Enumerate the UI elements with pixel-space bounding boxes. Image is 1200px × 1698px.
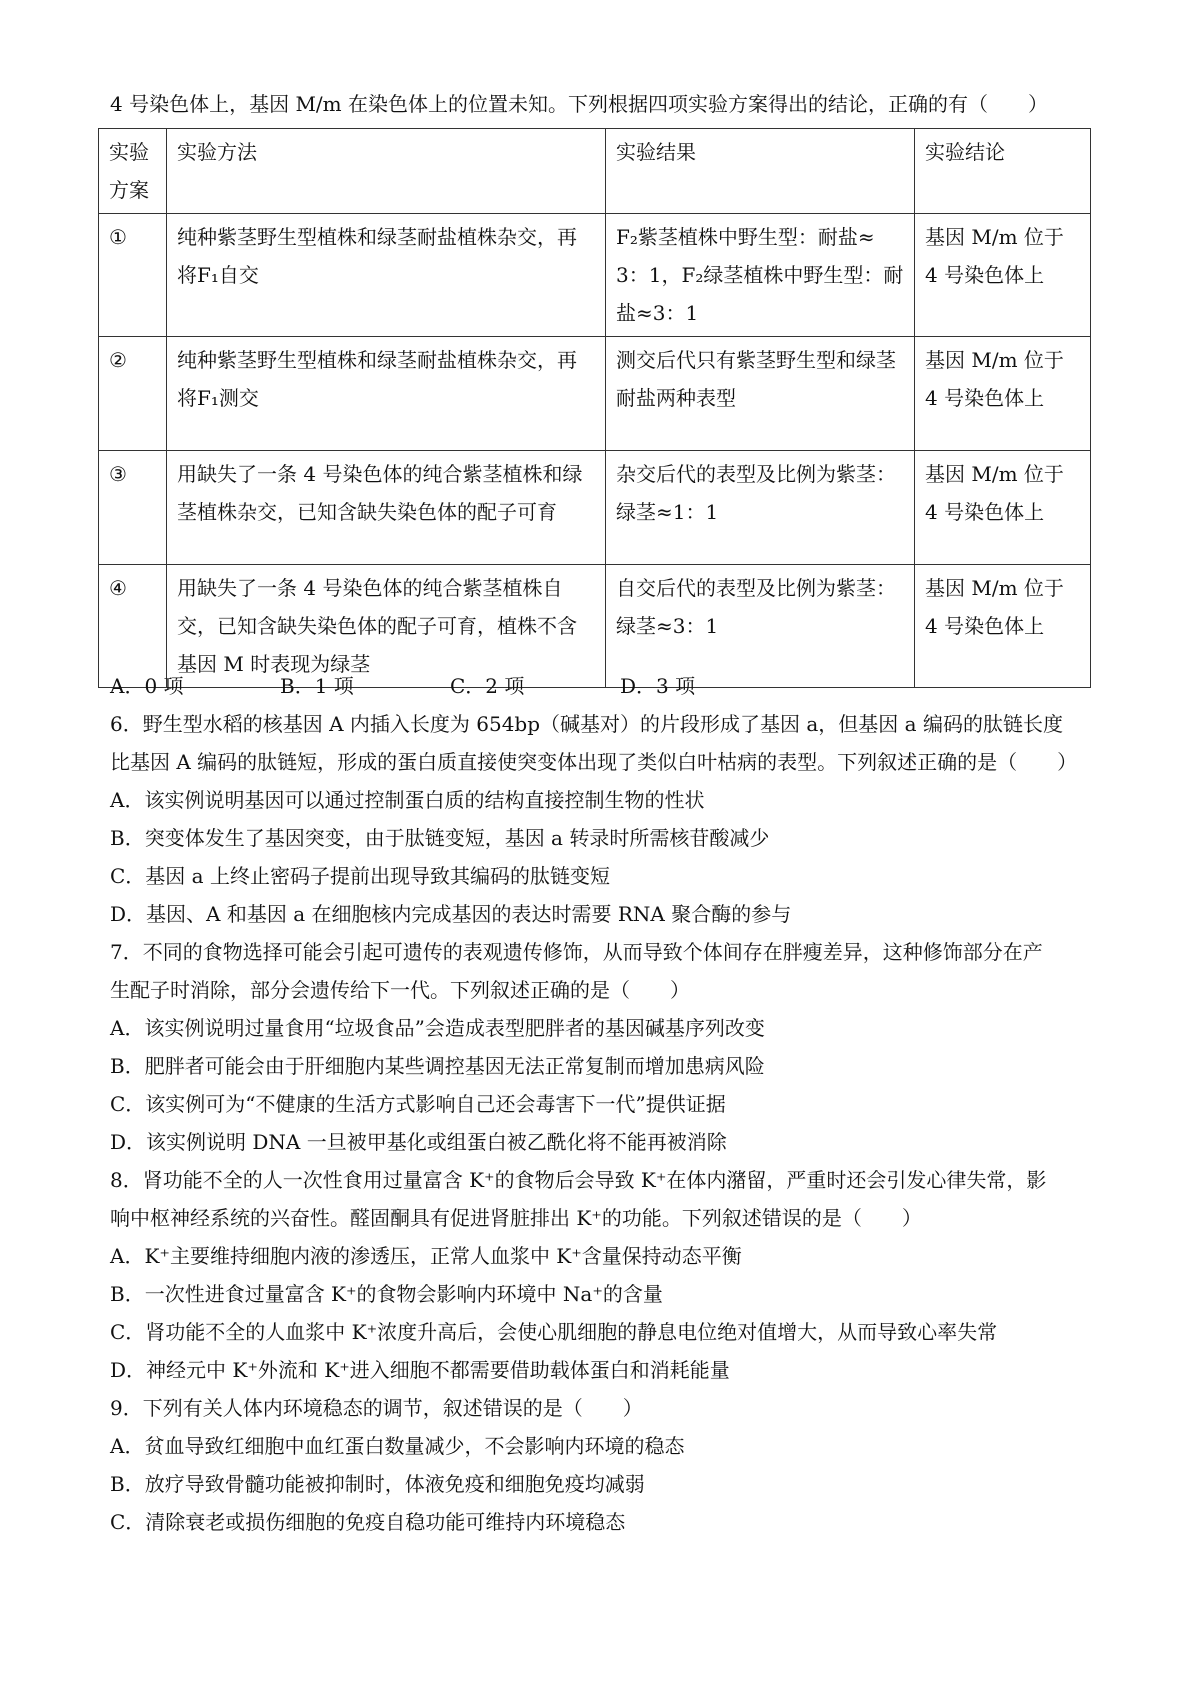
row-result: 自交后代的表型及比例为紫茎：绿茎≈3：1	[606, 565, 915, 688]
question-8-option-a[interactable]: A．K⁺主要维持细胞内液的渗透压，正常人血浆中 K⁺含量保持动态平衡	[110, 1244, 742, 1268]
question-9-stem: 9．下列有关人体内环境稳态的调节，叙述错误的是（ ）	[110, 1396, 643, 1420]
table-row	[99, 337, 1091, 451]
question-7-option-a[interactable]: A．该实例说明过量食用“垃圾食品”会造成表型肥胖者的基因碱基序列改变	[110, 1016, 765, 1040]
question-6-option-c[interactable]: C．基因 a 上终止密码子提前出现导致其编码的肽链变短	[110, 864, 610, 888]
experiment-table	[98, 128, 1091, 688]
question-6-option-a[interactable]: A．该实例说明基因可以通过控制蛋白质的结构直接控制生物的性状	[110, 788, 705, 812]
table-header-row	[99, 129, 1091, 214]
table-row	[99, 565, 1091, 688]
row-result: 杂交后代的表型及比例为紫茎：绿茎≈1：1	[606, 451, 915, 565]
row-id: ②	[99, 337, 167, 451]
row-conclusion: 基因 M/m 位于 4 号染色体上	[915, 565, 1091, 688]
question-5-intro: 4 号染色体上，基因 M/m 在染色体上的位置未知。下列根据四项实验方案得出的结论，正确的有（ ）	[110, 92, 1048, 116]
question-7-stem-line-2: 生配子时消除，部分会遗传给下一代。下列叙述正确的是（ ）	[110, 978, 690, 1002]
table-header-method: 实验方法	[167, 129, 606, 214]
question-6-stem-line-2: 比基因 A 编码的肽链短，形成的蛋白质直接使突变体出现了类似白叶枯病的表型。下列叙述正确的是（ ）	[110, 750, 1078, 774]
table-row	[99, 451, 1091, 565]
question-8-stem-line-2: 响中枢神经系统的兴奋性。醛固酮具有促进肾脏排出 K⁺的功能。下列叙述错误的是（ ）	[110, 1206, 922, 1230]
row-method: 用缺失了一条 4 号染色体的纯合紫茎植株和绿茎植株杂交，已知含缺失染色体的配子可育	[167, 451, 606, 565]
row-id: ③	[99, 451, 167, 565]
table-header-conclusion: 实验结论	[915, 129, 1091, 214]
row-method: 纯种紫茎野生型植株和绿茎耐盐植株杂交，再将F₁测交	[167, 337, 606, 451]
question-7-option-c[interactable]: C．该实例可为“不健康的生活方式影响自己还会毒害下一代”提供证据	[110, 1092, 726, 1116]
question-7-stem-line-1: 7．不同的食物选择可能会引起可遗传的表观遗传修饰，从而导致个体间存在胖瘦差异，这种修饰部分在产	[110, 940, 1043, 964]
question-9-option-b[interactable]: B．放疗导致骨髓功能被抑制时，体液免疫和细胞免疫均减弱	[110, 1472, 645, 1496]
question-8-option-c[interactable]: C．肾功能不全的人血浆中 K⁺浓度升高后，会使心肌细胞的静息电位绝对值增大，从而导致心率失常	[110, 1320, 998, 1344]
question-8-option-d[interactable]: D．神经元中 K⁺外流和 K⁺进入细胞不都需要借助载体蛋白和消耗能量	[110, 1358, 730, 1382]
option-b[interactable]: B．1 项	[280, 674, 354, 698]
row-method: 用缺失了一条 4 号染色体的纯合紫茎植株自交，已知含缺失染色体的配子可育，植株不含基因 M 时表现为绿茎	[167, 565, 606, 688]
question-6-stem-line-1: 6．野生型水稻的核基因 A 内插入长度为 654bp（碱基对）的片段形成了基因 a，但基因 a 编码的肽链长度	[110, 712, 1063, 736]
question-7-option-d[interactable]: D．该实例说明 DNA 一旦被甲基化或组蛋白被乙酰化将不能再被消除	[110, 1130, 727, 1154]
question-8-option-b[interactable]: B．一次性进食过量富含 K⁺的食物会影响内环境中 Na⁺的含量	[110, 1282, 663, 1306]
option-c[interactable]: C．2 项	[450, 674, 525, 698]
row-conclusion: 基因 M/m 位于 4 号染色体上	[915, 451, 1091, 565]
table-header-plan: 实验方案	[99, 129, 167, 214]
question-7-option-b[interactable]: B．肥胖者可能会由于肝细胞内某些调控基因无法正常复制而增加患病风险	[110, 1054, 765, 1078]
row-result: F₂紫茎植株中野生型：耐盐≈3：1，F₂绿茎植株中野生型：耐盐≈3：1	[606, 214, 915, 337]
table-row	[99, 214, 1091, 337]
question-6-option-b[interactable]: B．突变体发生了基因突变，由于肽链变短，基因 a 转录时所需核苷酸减少	[110, 826, 770, 850]
row-id: ①	[99, 214, 167, 337]
option-a[interactable]: A．0 项	[110, 674, 184, 698]
option-d[interactable]: D．3 项	[620, 674, 696, 698]
row-conclusion: 基因 M/m 位于 4 号染色体上	[915, 214, 1091, 337]
table-header-result: 实验结果	[606, 129, 915, 214]
question-9-option-a[interactable]: A．贫血导致红细胞中血红蛋白数量减少，不会影响内环境的稳态	[110, 1434, 685, 1458]
question-9-option-c[interactable]: C．清除衰老或损伤细胞的免疫自稳功能可维持内环境稳态	[110, 1510, 626, 1534]
row-result: 测交后代只有紫茎野生型和绿茎耐盐两种表型	[606, 337, 915, 451]
row-method: 纯种紫茎野生型植株和绿茎耐盐植株杂交，再将F₁自交	[167, 214, 606, 337]
question-8-stem-line-1: 8．肾功能不全的人一次性食用过量富含 K⁺的食物后会导致 K⁺在体内潴留，严重时还会引发心律失常，影	[110, 1168, 1047, 1192]
question-5-options	[110, 672, 790, 700]
row-conclusion: 基因 M/m 位于 4 号染色体上	[915, 337, 1091, 451]
row-id: ④	[99, 565, 167, 688]
question-6-option-d[interactable]: D．基因、A 和基因 a 在细胞核内完成基因的表达时需要 RNA 聚合酶的参与	[110, 902, 792, 926]
